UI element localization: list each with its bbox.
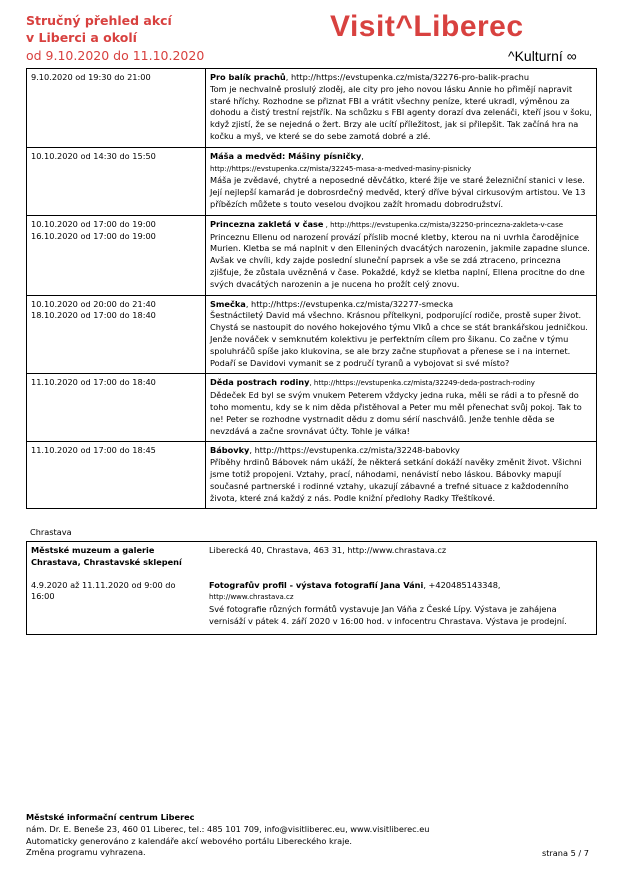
event-title: Smečka (210, 298, 246, 309)
event-dates: 11.10.2020 od 17:00 do 18:40 (27, 374, 206, 442)
event-info (205, 572, 597, 635)
events-table (26, 68, 597, 509)
table-row (27, 542, 597, 572)
event-url[interactable]: , http://https://evstupenka.cz/mista/32250-princezna-zakleta-v-case (323, 220, 564, 229)
event-title: Děda postrach rodiny (210, 377, 310, 388)
page-number: strana 5 / 7 (541, 848, 589, 858)
event-title: Pro balík prachů (210, 72, 286, 82)
logo-subtitle: ^Kulturní ∞ (508, 48, 577, 64)
visit-liberec-logo: Visit^Liberec (330, 10, 524, 43)
footer-note: Změna programu vyhrazena. (26, 847, 146, 858)
venue-name: Městské muzeum a galerie Chrastava, Chrastavské sklepení (31, 545, 182, 567)
event-dates: 10.10.2020 od 20:00 do 21:40 18.10.2020 od 17:00 do 18:40 (27, 295, 206, 374)
document-title (26, 12, 172, 46)
footer-org: Městské informační centrum Liberec (26, 812, 195, 822)
event-url: , (361, 150, 364, 161)
event-description: Tom je nechvalně proslulý zloděj, ale city pro jeho novou lásku Annie ho přimějí napravit staré hříchy. Rozhodne se přiznat FBI a vrátit všechny peníze, které ukradl, výměnou za dohodu a čistý trestní rejstřík. Na schůzku s FBI agenty dorazí dva zelenáči, kteří jsou v šoku, když zjistí, že se nejedná o žert. Brzy ale ucítí příležitost, jak si přilepšit. Tak začíná hra na kočku a myš, ve které se do sebe zamotá dobré a zlé. (210, 83, 592, 141)
event-url[interactable]: http://https://evstupenka.cz/mista/32245-masa-a-medved-masiny-pisnicky (210, 164, 472, 173)
event-title: Fotografův profil - výstava fotografií Jana Váni (209, 579, 424, 590)
event-dates: 9.10.2020 od 19:30 do 21:00 (27, 69, 206, 148)
venue-address: Liberecká 40, Chrastava, 463 31, http://www.chrastava.cz (209, 545, 447, 555)
region-heading: Chrastava (30, 527, 72, 537)
table-row (27, 147, 597, 215)
footer (26, 812, 429, 859)
event-title: Máša a medvěd: Mášiny písničky (210, 150, 362, 161)
event-info (206, 147, 597, 215)
event-description: Šestnáctiletý David má všechno. Krásnou přítelkyni, podporující rodiče, prostě super život. Chystá se nastoupit do nového hokejového týmu Vlků a chce se stát brankářskou jedničkou. Jenže nováček v semknutém kolektivu je perfektním cílem pro šikanu. Co začne v týmu spoluhráčů spíše jako klukovina, se ale brzy začne stupňovat a přenese se i na internet. Podaří se Davidovi vymanit se z područí tyranů a vybojovat si své místo? (210, 310, 588, 368)
event-info (206, 295, 597, 374)
event-url[interactable]: http://www.chrastava.cz (209, 593, 294, 602)
event-dates: 10.10.2020 od 14:30 do 15:50 (27, 147, 206, 215)
footer-address: nám. Dr. E. Beneše 23, 460 01 Liberec, tel.: 485 101 709, info@visitliberec.eu, www.visitliberec.eu (26, 823, 430, 834)
event-url[interactable]: , http://https://evstupenka.cz/mista/32248-babovky (249, 445, 460, 456)
event-description: Své fotografie různých formátů vystavuje Jan Váňa z České Lípy. Výstava je zahájena vernisáží v pátek 4. září 2020 v 16:00 hod. v infocentru Chrastava. Výstava je prodejní. (209, 604, 567, 626)
table-row (27, 374, 597, 442)
date-range: od 9.10.2020 do 11.10.2020 (26, 48, 205, 63)
event-dates: 10.10.2020 od 17:00 do 19:00 16.10.2020 od 17:00 do 19:00 (27, 215, 206, 295)
table-row (27, 572, 597, 635)
title-line-2: v Liberci a okolí (26, 30, 137, 45)
table-row (27, 215, 597, 295)
event-url[interactable]: , http://https://evstupenka.cz/mista/32249-deda-postrach-rodiny (309, 379, 535, 388)
title-line-1: Stručný přehled akcí (26, 13, 172, 28)
table-row (27, 295, 597, 374)
event-dates: 11.10.2020 od 17:00 do 18:45 (27, 442, 206, 509)
event-title: Princezna zakletá v čase (210, 218, 324, 229)
event-info (206, 442, 597, 509)
event-contact: , +420485143348, (423, 579, 501, 590)
event-info (206, 374, 597, 442)
event-dates: 4.9.2020 až 11.11.2020 od 9:00 do 16:00 (31, 579, 176, 602)
event-url[interactable]: , http://https://evstupenka.cz/mista/32277-smecka (245, 298, 454, 309)
event-description: Máša je zvědavé, chytré a neposedné děvčátko, které žije ve staré železniční stanici v lese. Její nejlepší kamarád je dobrosrdečný medvěd, který dříve býval cirkusovým artistou. Ve 13 příbězích můžete s touto veselou dvojkou zažít hromadu dobrodružství. (210, 175, 586, 209)
event-info (206, 69, 597, 148)
footer-note: Automaticky generováno z kalendáře akcí webového portálu Libereckého kraje. (26, 835, 353, 846)
event-url[interactable]: , http://https://evstupenka.cz/mista/32276-pro-balik-prachu (285, 72, 530, 82)
event-title: Bábovky (210, 445, 250, 456)
venue-table (26, 541, 597, 635)
event-description: Příběhy hrdinů Bábovek nám ukáží, že některá setkání dokáží navěky změnit život. Všichni jsme totiž propojeni. Vztahy, prací, náhodami, nenávistí nebo láskou. Bábovky mapují současné partnerské i rodinné vztahy, ukazují zábavné a trefné situace z každodenního života, které zná každý z nás. Podle knižní předlohy Radky Třeštíkové. (210, 457, 582, 503)
table-row (27, 69, 597, 148)
event-description: Princeznu Ellenu od narození provází příslib mocné kletby, kterou na ni uvrhla čarodějnice Murien. Kletba se má naplnit v den Elleniných dvacátých narozenin, jakmile zapadne slunce. Avšak ve chvíli, kdy zajde poslední sluneční paprsek a vše se zdá ztraceno, princezna zjišťuje, že zůstala uvězněná v čase. Pokaždé, když se kletba naplní, Ellena procitne do dne svých dvacátých narozenin a je nucena ho prožít celý znovu. (210, 231, 590, 289)
event-description: Dědeček Ed byl se svým vnukem Peterem vždycky jedna ruka, měli se rádi a to přesně do toho momentu, kdy se k nim děda přistěhoval a Peter mu měl přenechat svůj pokoj. Tak to ne! Peter se rozhodne vystrnadit dědu z domu sérií naschválů. Jenže tenhle děda se nevzdává a začne srovnávat účty. Tohle je válka! (210, 390, 582, 436)
table-row (27, 442, 597, 509)
event-info (206, 215, 597, 295)
